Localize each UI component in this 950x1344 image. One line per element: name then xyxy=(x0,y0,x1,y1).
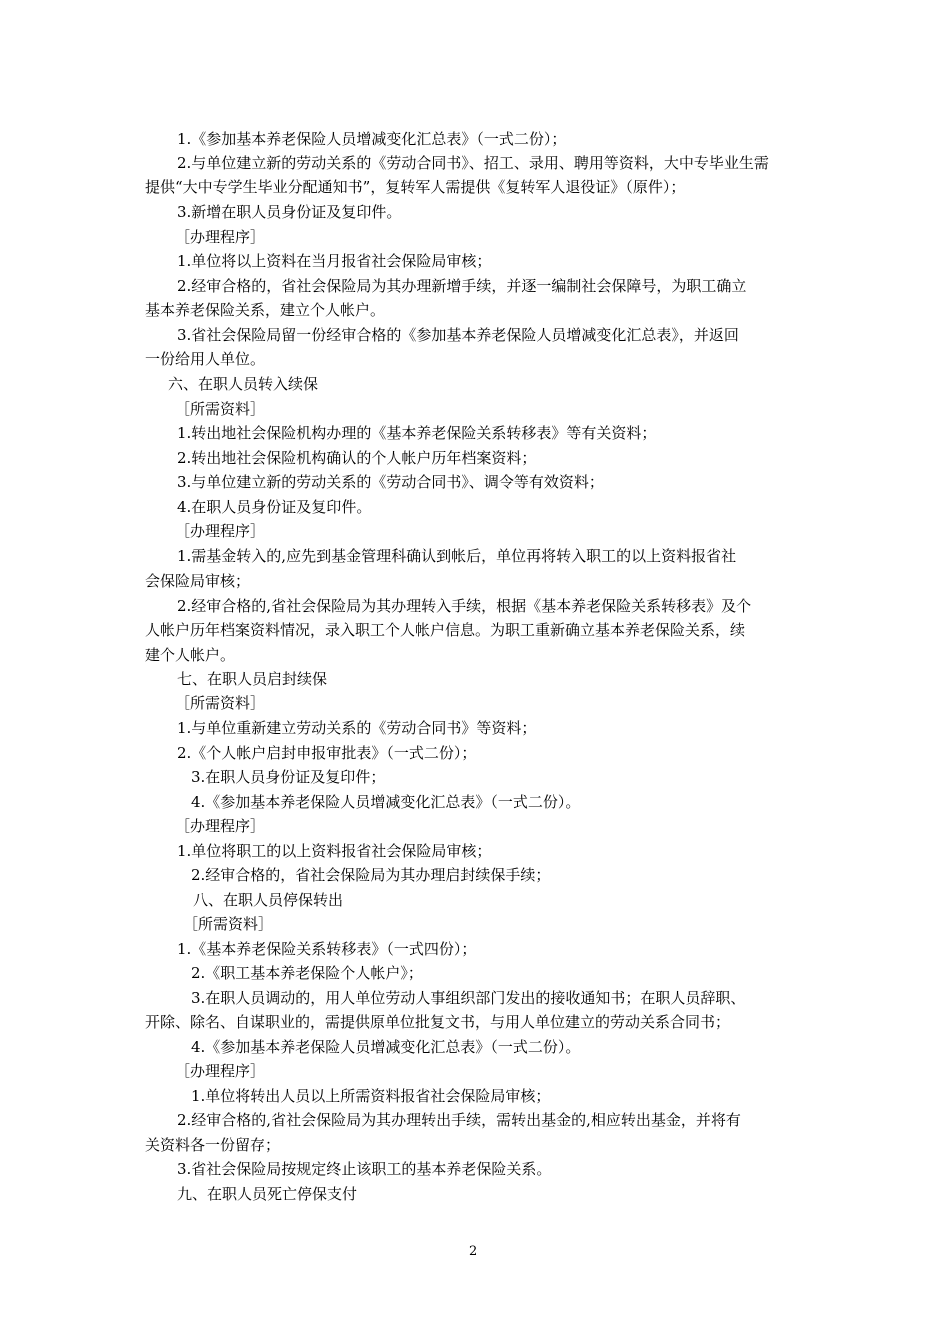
body-line: 人帐户历年档案资料情况，录入职工个人帐户信息。为职工重新确立基本养老保险关系，续 xyxy=(145,621,746,639)
body-line: 建个人帐户。 xyxy=(145,646,236,664)
body-line: 2.经审合格的,省社会保险局为其办理转出手续，需转出基金的,相应转出基金，并将有 xyxy=(177,1111,741,1129)
body-line: 3.省社会保险局留一份经审合格的《参加基本养老保险人员增减变化汇总表》，并返回 xyxy=(177,326,739,344)
body-line: 2.经审合格的,省社会保险局为其办理转入手续，根据《基本养老保险关系转移表》及个 xyxy=(177,597,752,615)
section-label: ［所需资料］ xyxy=(175,694,266,712)
body-line: 4.《参加基本养老保险人员增减变化汇总表》（一式二份）。 xyxy=(191,793,581,811)
section-label: ［所需资料］ xyxy=(175,400,266,418)
body-line: 2.《职工基本养老保险个人帐户》； xyxy=(191,964,423,982)
section-heading: 七、在职人员启封续保 xyxy=(177,670,328,688)
section-heading: 八、在职人员停保转出 xyxy=(193,891,344,909)
section-heading: 九、在职人员死亡停保支付 xyxy=(177,1185,358,1203)
body-line: 关资料各一份留存； xyxy=(145,1136,281,1154)
body-line: 基本养老保险关系，建立个人帐户。 xyxy=(145,301,386,319)
body-line: 2.《个人帐户启封申报审批表》（一式二份）； xyxy=(177,744,477,762)
body-line: 2.经审合格的，省社会保险局为其办理新增手续，并逐一编制社会保障号，为职工确立 xyxy=(177,277,747,295)
body-line: 1.《基本养老保险关系转移表》（一式四份）； xyxy=(177,940,477,958)
body-line: 4.《参加基本养老保险人员增减变化汇总表》（一式二份）。 xyxy=(191,1038,581,1056)
body-line: 开除、除名、自谋职业的，需提供原单位批复文书，与用人单位建立的劳动关系合同书； xyxy=(145,1013,731,1031)
body-line: 1.单位将职工的以上资料报省社会保险局审核； xyxy=(177,842,492,860)
section-heading: 六、在职人员转入续保 xyxy=(168,375,319,393)
body-line: 1.与单位重新建立劳动关系的《劳动合同书》等资料； xyxy=(177,719,537,737)
page-number: 2 xyxy=(469,1244,478,1259)
body-line: 2.转出地社会保险机构确认的个人帐户历年档案资料； xyxy=(177,449,537,467)
body-line: 2.经审合格的，省社会保险局为其办理启封续保手续； xyxy=(191,866,551,884)
body-line: 2.与单位建立新的劳动关系的《劳动合同书》、招工、录用、聘用等资料，大中专毕业生需 xyxy=(177,154,769,172)
body-line: 1.转出地社会保险机构办理的《基本养老保险关系转移表》等有关资料； xyxy=(177,424,657,442)
body-line: 提供“大中专学生毕业分配通知书”，复转军人需提供《复转军人退役证》（原件）； xyxy=(145,178,686,196)
section-label: ［办理程序］ xyxy=(175,817,266,835)
body-line: 4.在职人员身份证及复印件。 xyxy=(177,498,372,516)
body-line: 3.在职人员身份证及复印件； xyxy=(191,768,386,786)
body-line: 3.在职人员调动的，用人单位劳动人事组织部门发出的接收通知书；在职人员辞职、 xyxy=(191,989,746,1007)
body-line: 3.与单位建立新的劳动关系的《劳动合同书》、调令等有效资料； xyxy=(177,473,604,491)
body-line: 1.需基金转入的,应先到基金管理科确认到帐后，单位再将转入职工的以上资料报省社 xyxy=(177,547,737,565)
body-line: 1.《参加基本养老保险人员增减变化汇总表》（一式二份）； xyxy=(177,130,567,148)
section-label: ［所需资料］ xyxy=(183,915,274,933)
body-line: 1.单位将以上资料在当月报省社会保险局审核； xyxy=(177,252,492,270)
body-line: 一份给用人单位。 xyxy=(145,350,266,368)
body-line: 1.单位将转出人员以上所需资料报省社会保险局审核； xyxy=(191,1087,551,1105)
section-label: ［办理程序］ xyxy=(175,522,266,540)
body-line: 会保险局审核； xyxy=(145,572,251,590)
body-line: 3.新增在职人员身份证及复印件。 xyxy=(177,203,402,221)
section-label: ［办理程序］ xyxy=(175,1062,266,1080)
section-label: ［办理程序］ xyxy=(175,228,266,246)
body-line: 3.省社会保险局按规定终止该职工的基本养老保险关系。 xyxy=(177,1160,552,1178)
